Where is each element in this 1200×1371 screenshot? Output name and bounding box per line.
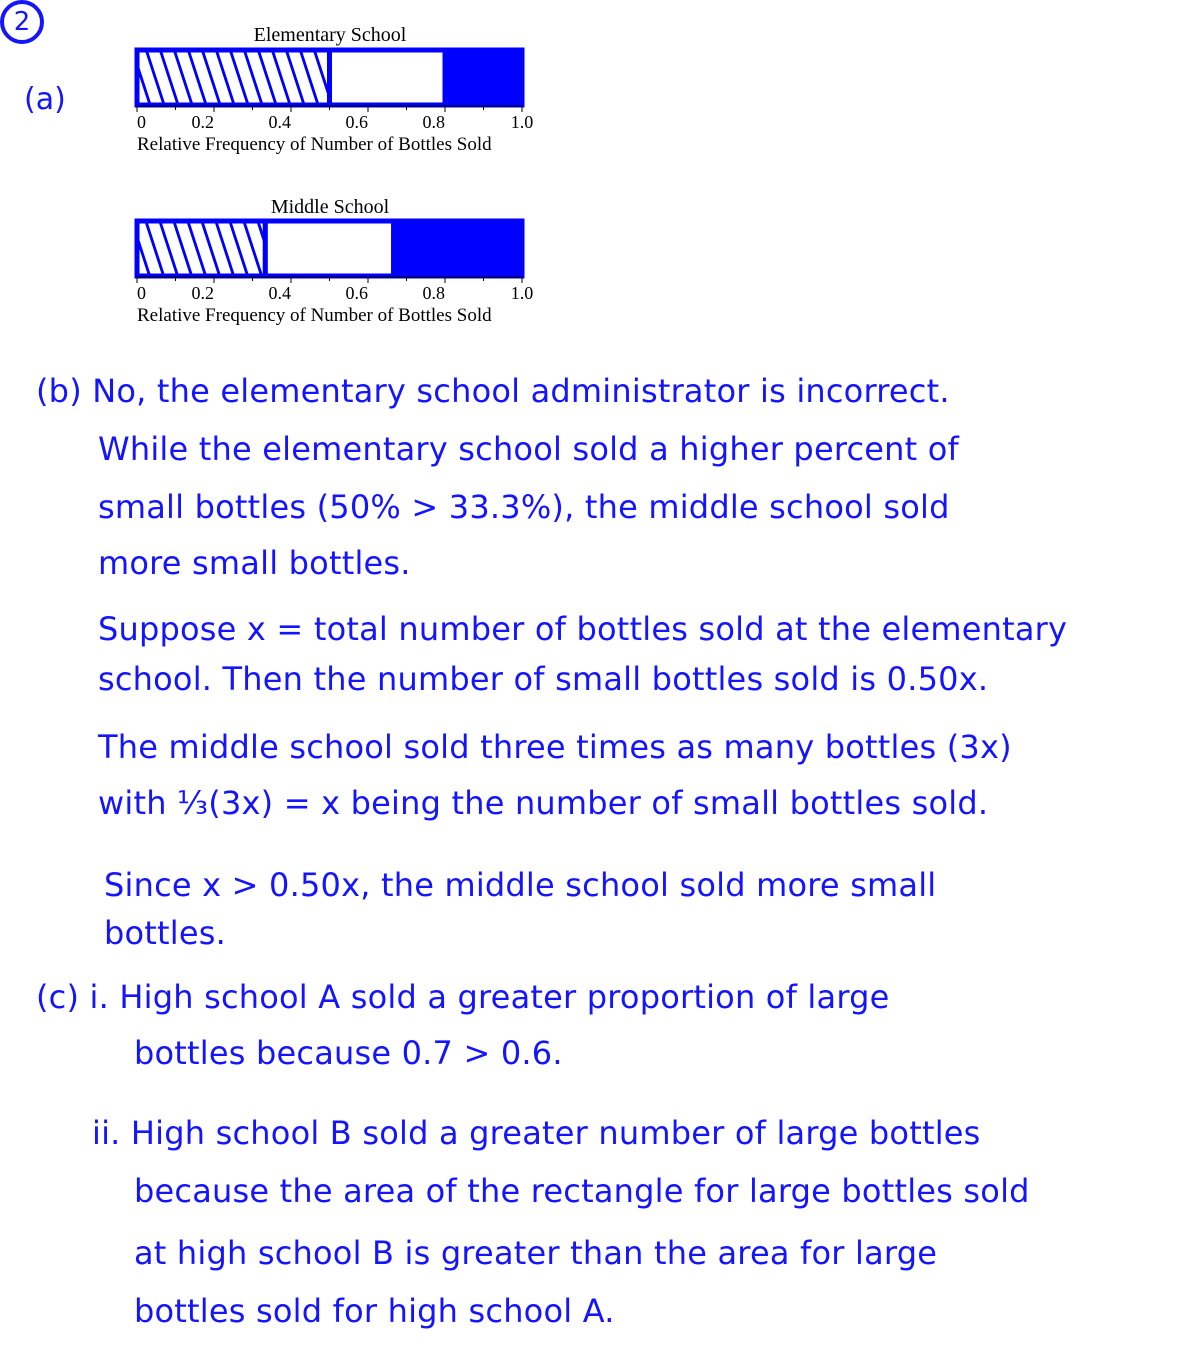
part-b-line: Since x > 0.50x, the middle school sold more small (104, 866, 937, 904)
part-b-line: small bottles (50% > 33.3%), the middle school sold (98, 488, 950, 526)
tick-label: 0.6 (345, 112, 368, 132)
chart-title-elementary: Elementary School (253, 24, 407, 46)
part-c-line: (c) i. High school A sold a greater proportion of large (36, 978, 890, 1016)
part-c-line: bottles sold for high school A. (134, 1292, 615, 1330)
part-b-line: with ⅓(3x) = x being the number of small bottles sold. (98, 784, 989, 822)
bar-segment-small (137, 221, 265, 276)
bar-segment-medium (265, 221, 393, 276)
tick-label: 0.8 (422, 283, 445, 303)
tick-label: 0.4 (268, 112, 291, 132)
part-c-line: ii. High school B sold a greater number of large bottles (92, 1114, 981, 1152)
part-b-line: The middle school sold three times as many bottles (3x) (98, 728, 1012, 766)
tick-label: 0 (137, 283, 146, 303)
tick-label: 1.0 (510, 112, 534, 132)
tick-label: 0.2 (191, 283, 214, 303)
part-b-line: bottles. (104, 914, 227, 952)
chart-title-middle: Middle School (270, 196, 390, 218)
part-b-line: (b) No, the elementary school administrator is incorrect. (36, 372, 950, 410)
tick-label: 0 (137, 112, 146, 132)
part-b-line: school. Then the number of small bottles sold is 0.50x. (98, 660, 989, 698)
part-b-line: Suppose x = total number of bottles sold at the elementary (98, 610, 1068, 648)
question-number: 2 (0, 0, 44, 44)
part-a-label: (a) (24, 82, 66, 117)
chart-middle (0, 0, 1200, 340)
part-c-line: bottles because 0.7 > 0.6. (134, 1034, 563, 1072)
part-b-line: While the elementary school sold a higher percent of (98, 430, 960, 468)
part-c-line: because the area of the rectangle for large bottles sold (134, 1172, 1030, 1210)
part-b-line: more small bottles. (98, 544, 411, 582)
tick-label: 0.8 (422, 112, 445, 132)
tick-label: 0.4 (268, 283, 291, 303)
tick-label: 1.0 (510, 283, 534, 303)
bar-segment-large (394, 221, 522, 276)
x-axis-label-elementary: Relative Frequency of Number of Bottles Sold (137, 134, 492, 155)
part-c-line: at high school B is greater than the area for large (134, 1234, 938, 1272)
tick-label: 0.2 (191, 112, 214, 132)
tick-label: 0.6 (345, 283, 368, 303)
x-axis-label-middle: Relative Frequency of Number of Bottles Sold (137, 305, 492, 326)
